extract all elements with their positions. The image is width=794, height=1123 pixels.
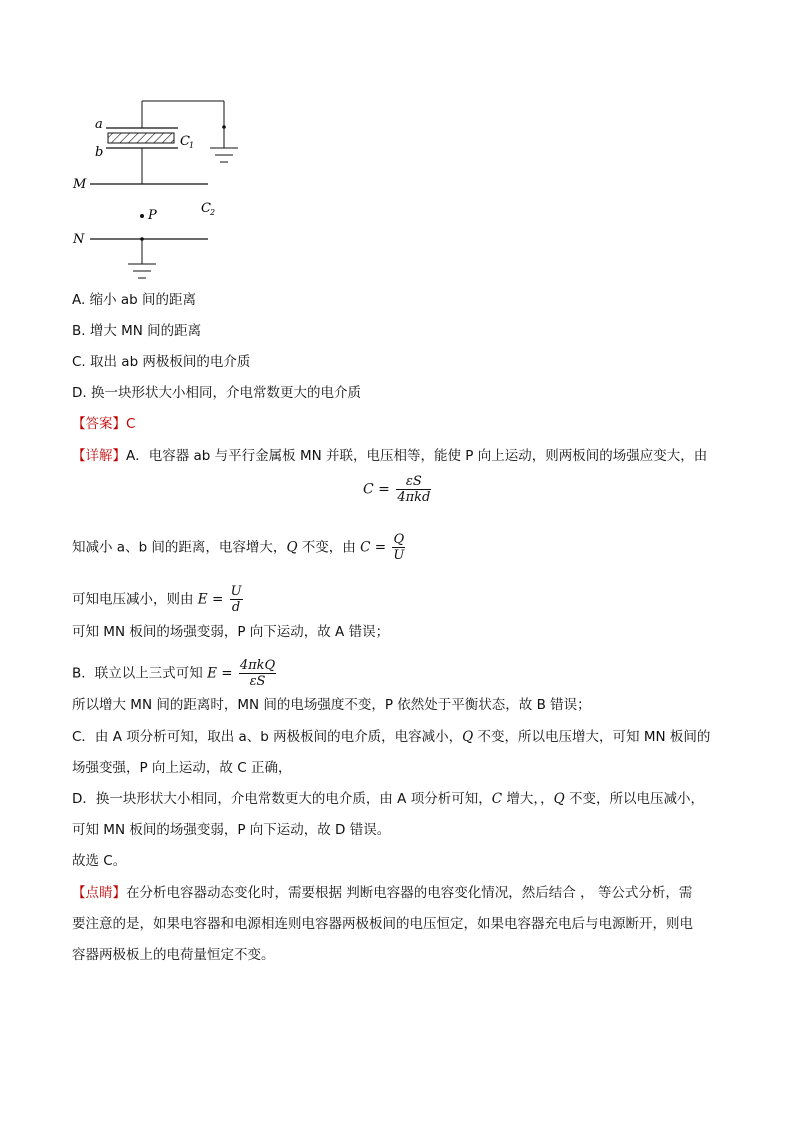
detail-tag: 【详解】 xyxy=(72,448,126,464)
detail-line-2 xyxy=(72,532,407,563)
formula-cqu-denominator: U xyxy=(393,548,405,563)
formula-e-numerator: 4πkQ xyxy=(239,658,276,673)
detail-text-7-pre: C．由 A 项分析可知，取出 a、b 两极板间的电介质，电容减小， xyxy=(72,729,463,745)
comment-line-3: 容器两极板上的电荷量恒定不变。 xyxy=(72,947,275,963)
label-n: N xyxy=(73,232,85,247)
label-c1: C xyxy=(180,134,190,149)
answer-tag: 【答案】 xyxy=(72,416,126,432)
formula-cqu-numerator: Q xyxy=(393,532,405,547)
label-m: M xyxy=(73,177,87,192)
detail-text-9-pre: D．换一块形状大小相同，介电常数更大的电介质，由 A 项分析可知， xyxy=(72,791,492,807)
detail-line-8: 场强变强，P 向上运动，故 C 正确， xyxy=(72,760,292,776)
detail-line-9 xyxy=(72,789,704,809)
detail-conclusion: 故选 C。 xyxy=(72,853,127,869)
detail-line-5 xyxy=(72,658,278,689)
detail-q-symbol-9: Q xyxy=(553,791,565,807)
formula-cqu-fraction xyxy=(392,532,405,563)
detail-text-2-mid: 不变，由 xyxy=(297,539,356,556)
detail-text-3-pre: 可知电压减小，则由 xyxy=(72,591,194,608)
detail-q-symbol-7: Q xyxy=(462,729,474,745)
label-b: b xyxy=(95,145,104,160)
detail-line-1 xyxy=(72,446,707,466)
formula-eud-fraction xyxy=(230,584,243,615)
label-p: P xyxy=(148,208,157,223)
label-c1-sub: 1 xyxy=(189,141,195,150)
formula-eud-numerator: U xyxy=(230,584,242,599)
node-dot-top xyxy=(222,125,226,129)
formula-c-denominator: 4πkd xyxy=(397,490,431,505)
label-c2-sub: 2 xyxy=(210,208,216,217)
comment-tag: 【点睛】 xyxy=(72,885,126,901)
formula-c-numerator: εS xyxy=(396,474,431,490)
formula-e-fraction xyxy=(239,658,276,689)
dielectric-slab xyxy=(108,133,174,143)
detail-line-4: 可知 MN 板间的场强变弱，P 向下运动，故 A 错误； xyxy=(72,624,390,640)
detail-q-symbol: Q xyxy=(286,539,298,556)
detail-line-7 xyxy=(72,727,710,747)
formula-c-lhs: C = xyxy=(363,481,390,498)
formula-c-fraction xyxy=(396,474,431,505)
charge-p-dot xyxy=(140,214,144,218)
detail-text-9-mid: 增大，， xyxy=(502,791,554,807)
label-a: a xyxy=(95,117,103,132)
formula-cqu-lhs: C = xyxy=(360,539,387,556)
formula-e-lhs: E = xyxy=(207,665,233,682)
capacitor-circuit-diagram xyxy=(60,92,280,284)
option-c: C. 取出 ab 两极板间的电介质 xyxy=(72,354,251,370)
detail-text-1: A．电容器 ab 与平行金属板 MN 并联，电压相等，能使 P 向上运动，则两板间的场强应变大，由 xyxy=(126,448,708,464)
detail-line-3 xyxy=(72,584,245,615)
detail-line-10: 可知 MN 板间的场强变弱，P 向下运动，故 D 错误。 xyxy=(72,822,391,838)
comment-line-1 xyxy=(72,883,692,903)
formula-e-denominator: εS xyxy=(249,674,266,689)
comment-line-2: 要注意的是，如果电容器和电源相连则电容器两极板间的电压恒定，如果电容器充电后与电源断开，则电 xyxy=(72,916,693,932)
comment-text-1: 在分析电容器动态变化时，需要根据 判断电容器的电容变化情况，然后结合 ， 等公式分析，需 xyxy=(126,885,693,901)
answer-value: C xyxy=(126,416,136,432)
formula-eud-lhs: E = xyxy=(197,591,224,608)
label-c2: C xyxy=(201,201,211,216)
formula-capacitance xyxy=(363,474,433,505)
option-d: D. 换一块形状大小相同，介电常数更大的电介质 xyxy=(72,385,361,401)
detail-text-2-pre: 知减小 a、b 间的距离，电容增大， xyxy=(72,539,287,556)
detail-c-symbol-9: C xyxy=(491,791,503,807)
option-a: A. 缩小 ab 间的距离 xyxy=(72,292,197,308)
detail-text-5-pre: B．联立以上三式可知 xyxy=(72,665,203,682)
detail-line-6: 所以增大 MN 间的距离时，MN 间的电场强度不变，P 依然处于平衡状态，故 B 错误； xyxy=(72,697,591,713)
detail-text-9-post: 不变，所以电压减小， xyxy=(564,791,704,807)
answer-line xyxy=(72,414,135,434)
option-b: B. 增大 MN 间的距离 xyxy=(72,323,202,339)
formula-eud-denominator: d xyxy=(231,600,241,615)
detail-text-7-post: 不变，所以电压增大，可知 MN 板间的 xyxy=(473,729,711,745)
